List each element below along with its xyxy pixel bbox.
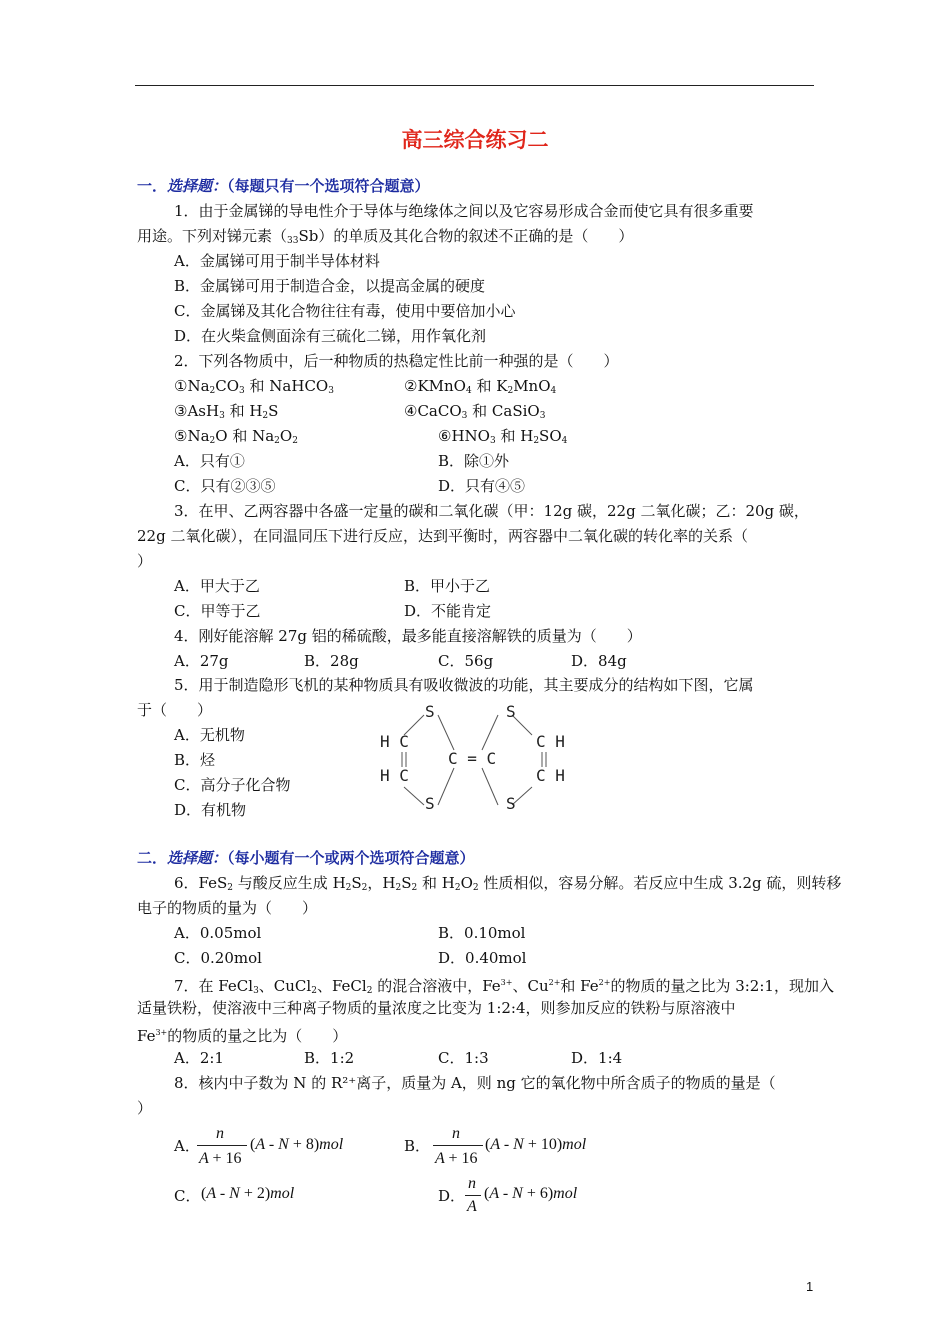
q1-option-d: D．在火柴盒侧面涂有三硫化二锑，用作氧化剂 (174, 327, 487, 345)
q1-option-c: C．金属锑及其化合物往往有毒，使用中要倍加小心 (174, 302, 516, 320)
section-2-number: 二． (137, 849, 168, 867)
svg-text:S: S (506, 702, 516, 721)
section-1-heading (137, 176, 430, 196)
svg-text:C H: C H (536, 766, 565, 785)
q8-option-a-label: A． (174, 1137, 200, 1155)
q2-item-4: ④CaCO$_3$ 和 CaSiO$_3$ (404, 402, 546, 421)
section-1-name: 选择题： (167, 177, 228, 195)
q8-option-c-label: C． (174, 1187, 201, 1205)
q1-option-a: A．金属锑可用于制半导体材料 (174, 252, 380, 270)
svg-text:C H: C H (536, 732, 565, 751)
q2-item-3: ③AsH$_3$ 和 $H_2S$ (174, 402, 279, 421)
q8-stem-line1: 8．核内中子数为 N 的 R²⁺离子，质量为 A，则 ng 它的氧化物中所含质子的物质的量是（ (174, 1074, 776, 1092)
q8-stem-line2: ） (137, 1099, 153, 1117)
q6-option-d: D．0.40mol (438, 949, 527, 967)
q1-stem-part: 用途。下列对锑元素（ (137, 227, 288, 245)
q7-stem-line2: 适量铁粉，使溶液中三种离子物质的量浓度之比变为 1:2:4，则参加反应的铁粉与原溶液中 (137, 999, 736, 1017)
molecule-structure-diagram (372, 700, 582, 815)
svg-text:H C: H C (380, 732, 409, 751)
q5-stem-line1: 5．用于制造隐形飞机的某种物质具有吸收微波的功能，其主要成分的结构如下图，它属 (174, 676, 754, 694)
q1-stem-part: Sb）的单质及其化合物的叙述不正确的是（ ） (298, 227, 634, 245)
q7-option-c: C．1:3 (438, 1049, 489, 1067)
svg-text:S: S (506, 794, 516, 813)
q2-item-2: ②KMnO$_4$ 和 $K_2MnO_4$ (404, 377, 557, 396)
q7-option-b: B．1:2 (304, 1049, 355, 1067)
q2-option-d: D．只有④⑤ (438, 477, 526, 495)
q3-stem-line2: 22g 二氧化碳），在同温同压下进行反应，达到平衡时，两容器中二氧化碳的转化率的关系（ (137, 527, 748, 545)
q7-option-d: D．1:4 (571, 1049, 623, 1067)
section-2-note: （每小题有一个或两个选项符合题意） (227, 849, 475, 867)
section-2-name: 选择题： (167, 849, 228, 867)
section-1-number: 一． (137, 177, 168, 195)
q2-stem: 2．下列各物质中，后一种物质的热稳定性比前一种强的是（ ） (174, 352, 619, 370)
q8-option-d-label: D． (438, 1187, 466, 1205)
q7-stem-part: 的物质的量之比为（ ） (167, 1027, 348, 1045)
q4-stem: 4．刚好能溶解 27g 铝的稀硫酸，最多能直接溶解铁的质量为（ ） (174, 627, 642, 645)
q4-option-a: A．27g (174, 652, 229, 670)
q6-option-b: B．0.10mol (438, 924, 526, 942)
q4-option-d: D．84g (571, 652, 627, 670)
q6-stem-line2: 电子的物质的量为（ ） (137, 899, 318, 917)
svg-text:S: S (425, 702, 435, 721)
header-rule (135, 85, 814, 86)
q7-stem-line3: $Fe^{3+}$的物质的量之比为（ ） (137, 1027, 348, 1045)
svg-text:S: S (425, 794, 435, 813)
q1-stem-line1: 1．由于金属锑的导电性介于导体与绝缘体之间以及它容易形成合金而使它具有很多重要 (174, 202, 754, 220)
q2-item-5: $⑤Na_2O$ 和 $Na_2O_2$ (174, 427, 298, 446)
section-2-heading (137, 848, 475, 868)
q3-option-a: A．甲大于乙 (174, 577, 260, 595)
q6-option-a: A．0.05mol (174, 924, 262, 942)
q5-option-b: B．烃 (174, 751, 216, 769)
q8-option-c-formula: (A - N + 2)mol (201, 1185, 295, 1202)
q1-option-b: B．金属锑可用于制造合金，以提高金属的硬度 (174, 277, 486, 295)
q7-stem-line1: 7．在 FeCl$_3$、CuCl$_2$、FeCl$_2$ 的混合溶液中，$Fe^{3+}$、$Cu^{2+}$和 $Fe^{2+}$的物质的量之比为 3:2:1，现加入 (174, 977, 834, 996)
q2-option-a: A．只有① (174, 452, 245, 470)
page-number: 1 (806, 1279, 814, 1294)
svg-text:H C: H C (380, 766, 409, 785)
q4-option-c: C．56g (438, 652, 494, 670)
q1-subscript: 33 (287, 236, 299, 246)
q5-option-d: D．有机物 (174, 801, 247, 819)
q1-stem-line2 (137, 226, 633, 251)
q4-option-b: B．28g (304, 652, 359, 670)
q3-stem-line3: ） (137, 552, 153, 570)
q3-option-c: C．甲等于乙 (174, 602, 261, 620)
q5-option-c: C．高分子化合物 (174, 776, 291, 794)
q5-option-a: A．无机物 (174, 726, 245, 744)
q2-option-b: B．除①外 (438, 452, 510, 470)
q5-stem-line2: 于（ ） (137, 701, 213, 719)
q2-option-c: C．只有②③⑤ (174, 477, 276, 495)
q2-item-1: $①Na_2CO_3$ 和 NaHCO$_3$ (174, 377, 334, 396)
q3-option-b: B．甲小于乙 (404, 577, 491, 595)
q6-stem-line1: 6．FeS$_2$ 与酸反应生成 $H_2S_2$，$H_2S_2$ 和 $H_2O_2$ 性质相似，容易分解。若反应中生成 3.2g 硫，则转移 (174, 874, 842, 893)
q3-stem-line1: 3．在甲、乙两容器中各盛一定量的碳和二氧化碳（甲：12g 碳，22g 二氧化碳；乙：20g 碳， (174, 502, 809, 520)
q3-option-d: D．不能肯定 (404, 602, 492, 620)
q2-item-6: $⑥HNO_3$ 和 $H_2SO_4$ (438, 427, 568, 446)
svg-text:C = C: C = C (448, 749, 497, 768)
page-title: 高三综合练习二 (401, 127, 549, 152)
q8-option-b-label: B． (404, 1137, 431, 1155)
section-1-note: （每题只有一个选项符合题意） (227, 177, 430, 195)
q6-option-c: C．0.20mol (174, 949, 262, 967)
q7-option-a: A．2:1 (174, 1049, 224, 1067)
